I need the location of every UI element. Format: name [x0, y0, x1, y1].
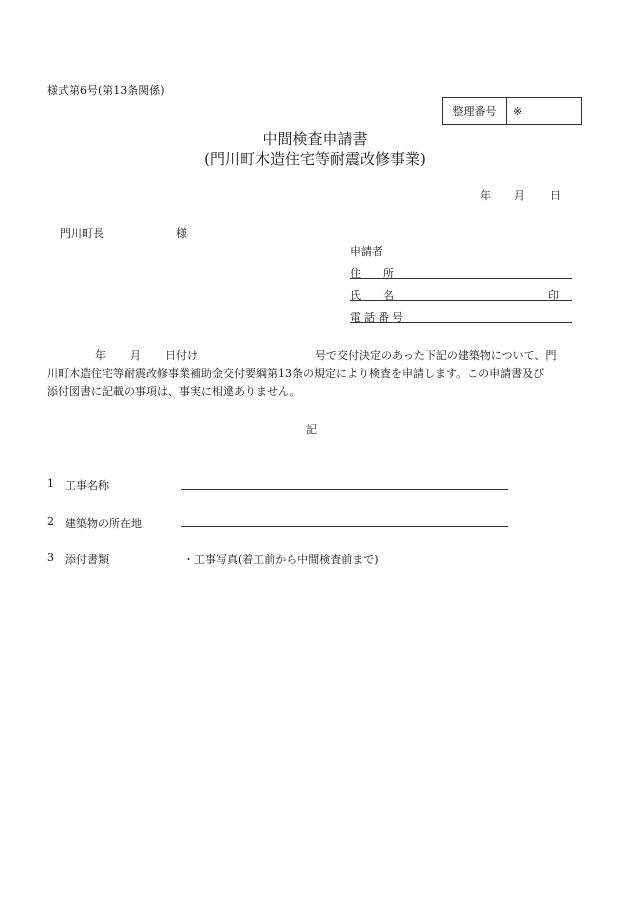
item-1-label: 工事名称 [65, 479, 109, 492]
applicant-phone-label: 電話番号 [350, 311, 406, 324]
addressee-name: 門川町長 [60, 227, 104, 240]
registration-number-value: ※ [513, 104, 523, 118]
ki-heading: 記 [306, 423, 317, 436]
applicant-phone-line[interactable] [350, 322, 572, 323]
date-year-label: 年 [480, 189, 491, 202]
body-dated: 日付け [165, 349, 198, 362]
seal-mark: 印 [548, 289, 559, 302]
form-subtitle: (門川町木造住宅等耐震改修事業) [204, 150, 426, 168]
form-title: 中間検査申請書 [262, 130, 368, 148]
item-1-line[interactable] [181, 489, 508, 490]
addressee-honorific: 様 [176, 227, 187, 240]
item-2-number: 2 [47, 515, 54, 528]
applicant-address-line[interactable] [350, 278, 572, 279]
applicant-address-label: 住 所 [350, 267, 394, 280]
item-3-number: 3 [47, 551, 54, 564]
item-1-number: 1 [47, 477, 54, 490]
body-line2: 川町木造住宅等耐震改修事業補助金交付要綱第13条の規定により検査を申請します。この申請書及び [47, 367, 545, 380]
item-2-line[interactable] [181, 526, 508, 527]
body-month: 月 [130, 349, 141, 362]
form-style-number: 様式第6号(第13条関係) [47, 84, 165, 97]
body-year: 年 [95, 349, 106, 362]
item-3-label: 添付書類 [65, 553, 109, 566]
body-line1-rest: 号で交付決定のあった下記の建築物について、門 [315, 349, 557, 362]
applicant-heading: 申請者 [350, 245, 383, 258]
body-line3: 添付図書に記載の事項は、事実に相違ありません。 [47, 385, 301, 398]
date-day-label: 日 [550, 189, 561, 202]
date-month-label: 月 [514, 189, 525, 202]
item-2-label: 建築物の所在地 [65, 517, 142, 530]
applicant-name-label: 氏 名 [350, 289, 394, 302]
registration-number-label: 整理番号 [443, 98, 507, 124]
registration-number-box [442, 97, 582, 125]
item-3-value: ・工事写真(着工前から中間検査前まで) [183, 553, 379, 566]
applicant-name-line[interactable] [350, 300, 572, 301]
